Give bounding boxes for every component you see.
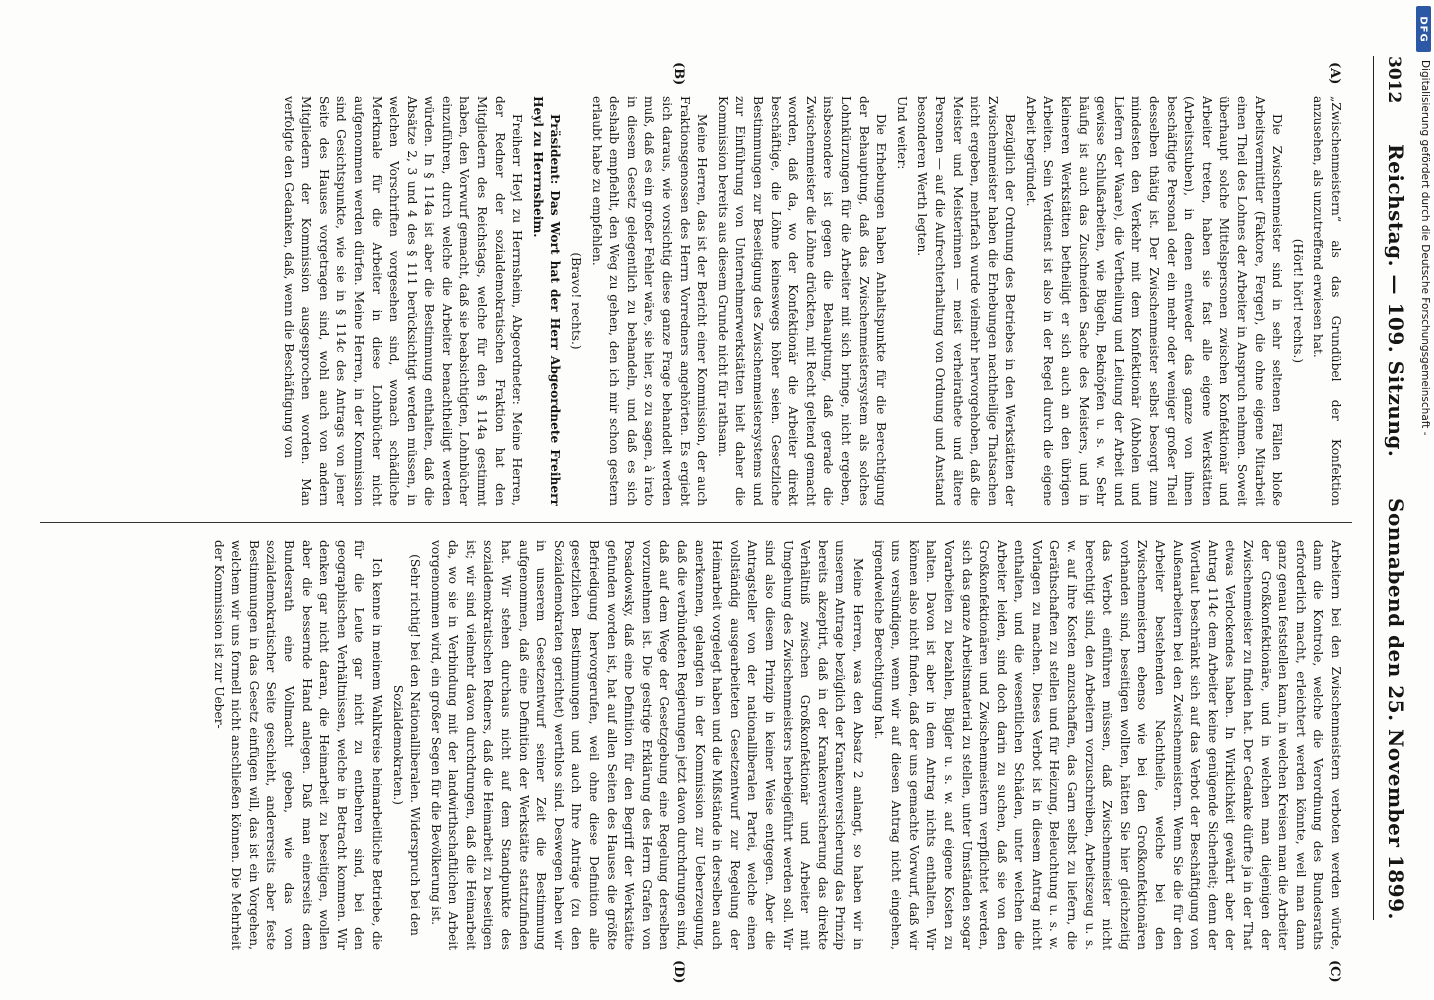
- speaker-paragraph: Freiherr Heyl zu Herrnsheim, Abgeordneter: Meine Herren, der Redner der sozialdemokratischen Fraktion hat den Mitgliedern des Reichstags, welche für den § 114a gestimmt haben, den Vorwurf gemacht, daß sie beabsichtigten, Lohnbücher einzuführen, durch welche die Arbeiter benachtheiligt werden würden. In § 114a ist aber die Bestimmung enthalten, daß die Absätze 2, 3 und 4 des § 111 berücksichtigt werden müssen, in welchen Vorschriften vorgesehen sind, wonach schädliche Merkmale für die Arbeiter in diese Lohnbücher nicht aufgenommen werden dürfen. Meine Herren, in der Kommission sind Gesichtspunkte, wie sie in § 114c des Antrags von jener Seite des Hauses vorgetragen sind, wohl auch von andern Mitgliedern der Kommission ausgesprochen worden. Man verfolgte den Gedanken, daß, wenn die Beschäftigung von: [281, 96, 525, 506]
- speaker-paragraph: Präsident: Das Wort hat der Herr Abgeordnete Freiherr Heyl zu Herrnsheim.: [530, 96, 563, 506]
- margin-letter-d: (D): [671, 960, 686, 984]
- paragraph: Meine Herren, was den Absatz 2 anlangt, so haben wir in unserem Antrage bezüglich der Krankenversicherung das Prinzip bereits akzeptirt, daß in der Krankenversicherung das direkte Verhältniß zwischen Großkonfektionär und Arbeiter mit Umgehung des Zwischenmeisters herbeigeführt werden soll. Wir sind also diesem Prinzip in keiner Weise entgegen. Aber die Antragsteller von der nationalliberalen Partei, welche einen vollständig ausgearbeiteten Gesetzentwurf zur Regelung der Heimarbeit vorgelegt haben und die Mißstände in derselben auch anerkennen, gelangten in der Kommission zur Ueberzeugung, daß die verbündeten Regierungen jetzt davon durchdrungen sind, daß auf dem Wege der Gesetzgebung eine Regelung derselben vorzunehmen ist. Die gestrige Erklärung des Herrn Grafen von Posadowsky, daß eine Definition für den Begriff der Werkstätte gefunden worden ist, hat auf allen Seiten des Hauses die größte Befriedigung hervorgerufen, weil ohne diese Definition alle gesetzlichen Bestimmungen und auch Ihre Anträge (zu den Sozialdemokraten gerichtet) werthlos sind. Deswegen haben wir in unserem Gesetzentwurf seiner Zeit die Bestimmung aufgenommen, daß eine Definition der Werkstätte stattzufinden hat. Wir stehen durchaus nicht auf dem Standpunkte des sozialdemokratischen Redners, daß die Heimarbeit zu beseitigen ist; wir sind vielmehr davon durchdrungen, daß die Heimarbeit da, wo sie in Verbindung mit der landwirthschaftlichen Arbeit vorgenommen wird, ein großer Segen für die Bevölkerung ist.: [428, 540, 865, 950]
- margin-letter-b: (B): [671, 62, 686, 86]
- paragraph: Bezüglich der Ordnung des Betriebes in den Werkstätten der Zwischenmeister haben die Erhebungen nachtheilige Thatsachen nicht ergeben, mehrfach wurde vielmehr hervorgehoben, daß die Meister und Meisterinnen — meist verheirathete und ältere Personen — auf die Aufrechterhaltung von Ordnung und Anstand besonderen Werth legten.: [915, 96, 1018, 506]
- paragraph: Ich kenne in meinem Wahlkreise heimarbeitliche Betriebe, die für die Leute gar nicht zu entbehren sind, bei den geographischen Verhältnissen, welche in Betracht kommen. Wir denken gar nicht daran, die Heimarbeit zu beseitigen, wollen aber die bessernde Hand anlegen. Daß man einerseits dem Bundesrath eine Vollmacht geben, wie das von sozialdemokratischer Seite geschieht, andererseits aber feste Bestimmungen in das Gesetz einfügen will, das ist ein Vorgehen, welchem wir uns formell nicht anschließen können. Die Mehrheit der Kommission ist zur Ueber-: [211, 540, 384, 950]
- paragraph: Die Zwischenmeister sind in sehr seltenen Fällen bloße Arbeitsvermittler (Faktore, Ferger), die ohne eigene Mitarbeit einen Theil des Lohnes der Arbeiter in Anspruch nehmen. Soweit überhaupt solche Mittelspersonen zwischen Konfektionär und Arbeiter treten, haben sie fast alle eigene Werkstätten (Arbeitsstuben), in denen entweder das ganze von ihnen beschäftigte Personal oder ein mehr oder weniger großer Theil desselben thätig ist. Der Zwischenmeister selbst besorgt zum mindesten den Verkehr mit dem Konfektionär (Abholen und Liefern der Waare), die Vertheilung und Leitung der Arbeit und gewisse Schlußarbeiten, wie Bügeln, Beknöpfen u. s. w. Sehr häufig ist auch das Zuschneiden Sache des Meisters, und in kleineren Werkstätten betheiligt er sich auch an den übrigen Arbeiten. Sein Verdienst ist also in der Regel durch die eigene Arbeit begründet.: [1023, 96, 1285, 506]
- paragraph: Arbeitern bei den Zwischenmeistern verboten werden würde, dann die Kontrole, welche die Verordnung des Bundesraths erforderlich macht, erleichtert werden könnte, weil man dann ganz genau feststellen kann, in welchen Kreisen man die Arbeiter der Großkonfektionäre, und in welchen man diejenigen der Zwischenmeister zu finden hat. Der Gedanke dürfte ja in der That etwas Verlockendes haben. In Wirklichkeit gewährt aber der Antrag 114c dem Arbeiter keine genügende Sicherheit; denn der Wortlaut beschränkt sich auf das Verbot der Beschäftigung von Außenarbeitern bei den Zwischenmeistern. Wenn Sie die für den Arbeiter bestehenden Nachtheile, welche bei den Zwischenmeistern ebenso wie bei den Großkonfektionären vorhanden sind, beseitigen wollten, hätten Sie hier gleichzeitig das Verbot einführen müssen, daß Zwischenmeister nicht berechtigt sind, den Arbeitern vorzuschreiben, Arbeitszeug u. s. w. auf ihre Kosten anzuschaffen, das Garn selbst zu liefern, die Geräthschaften zu stellen und für Heizung, Beleuchtung u. s. w. Vorlagen zu machen. Dieses Verbot ist in diesem Antrag nicht enthalten, und die wesentlichen Schäden, unter welchen die Arbeiter leiden, sind doch darin zu suchen, daß sie von den Großkonfektionären und Zwischenmeistern verpflichtet werden, sich das ganze Arbeitsmaterial zu stellen, unter Umständen sogar Vorarbeiten zu bezahlen, Bügler u. s. w. auf eigene Kosten zu halten. Davon ist aber in dem Antrag nichts enthalten. Wir können also nicht finden, daß der uns gemachte Vorwurf, daß wir uns versündigen, wenn wir auf diesen Antrag nicht eingehen, irgendwelche Berechtigung hat.: [871, 540, 1343, 950]
- interjection: (Sehr richtig! bei den Nationalliberalen. Widerspruch bei den Sozialdemokraten.): [390, 554, 423, 936]
- right-column: [40, 540, 1344, 950]
- credit-strip: [1414, 0, 1434, 1000]
- paragraph: Meine Herren, das ist der Bericht einer Kommission, der auch Fraktionsgenossen des Herrn Vorredners angehörten. Es ergiebt sich daraus, wie vorsichtig diese ganze Frage behandelt werden muß, daß es ein großer Fehler wäre, sie hier, so zu sagen, à irato in diesem Gesetz gelegentlich zu behandeln, und daß es sich deshalb empfiehlt, den Weg zu gehen, den ich mir schon gestern erlaubt habe zu empfehlen.: [589, 96, 710, 506]
- interjection: (Bravo! rechts.): [569, 252, 584, 350]
- paragraph: Die Erhebungen haben Anhaltspunkte für die Berechtigung der Behauptung, daß das Zwischenmeistersystem als solches Lohnkürzungen für die Arbeiter mit sich bringe, nicht ergeben, insbesondere ist gegen die Behauptung, daß gerade die Zwischenmeister die Löhne drückten, mit Recht geltend gemacht worden, daß da, wo der Konfektionär die Arbeiter direkt beschäftige, die Löhne keineswegs höher seien. Gesetzliche Bestimmungen zur Beseitigung des Zwischenmeistersystems und zur Einführung von Unternehmerwerkstätten hielt daher die Kommission bereits aus diesem Grunde nicht für rathsam.: [715, 96, 889, 506]
- running-head: [1373, 56, 1408, 920]
- paragraph: „Zwischenmeistern“ als das Grundübel der Konfektion anzusehen, als unzutreffend erwiesen hat.: [1311, 96, 1343, 506]
- page-date: Sonnabend den 25. November 1899.: [1384, 498, 1408, 920]
- page-number: 3012: [1384, 56, 1404, 104]
- column-divider: [40, 522, 1352, 523]
- page-title: Reichstag. — 109. Sitzung.: [1384, 144, 1408, 458]
- digitization-credit: Digitalisierung gefördert durch die Deutsche Forschungsgemeinschaft -: [1419, 60, 1431, 436]
- margin-letter-a: (A): [1327, 62, 1342, 85]
- paragraph: Und weiter:: [894, 96, 909, 170]
- left-column: [40, 96, 1344, 506]
- dfg-logo: DFG: [1416, 6, 1431, 52]
- interjection: (Hört! hört! rechts.): [1290, 238, 1305, 364]
- margin-letter-c: (C): [1327, 960, 1342, 983]
